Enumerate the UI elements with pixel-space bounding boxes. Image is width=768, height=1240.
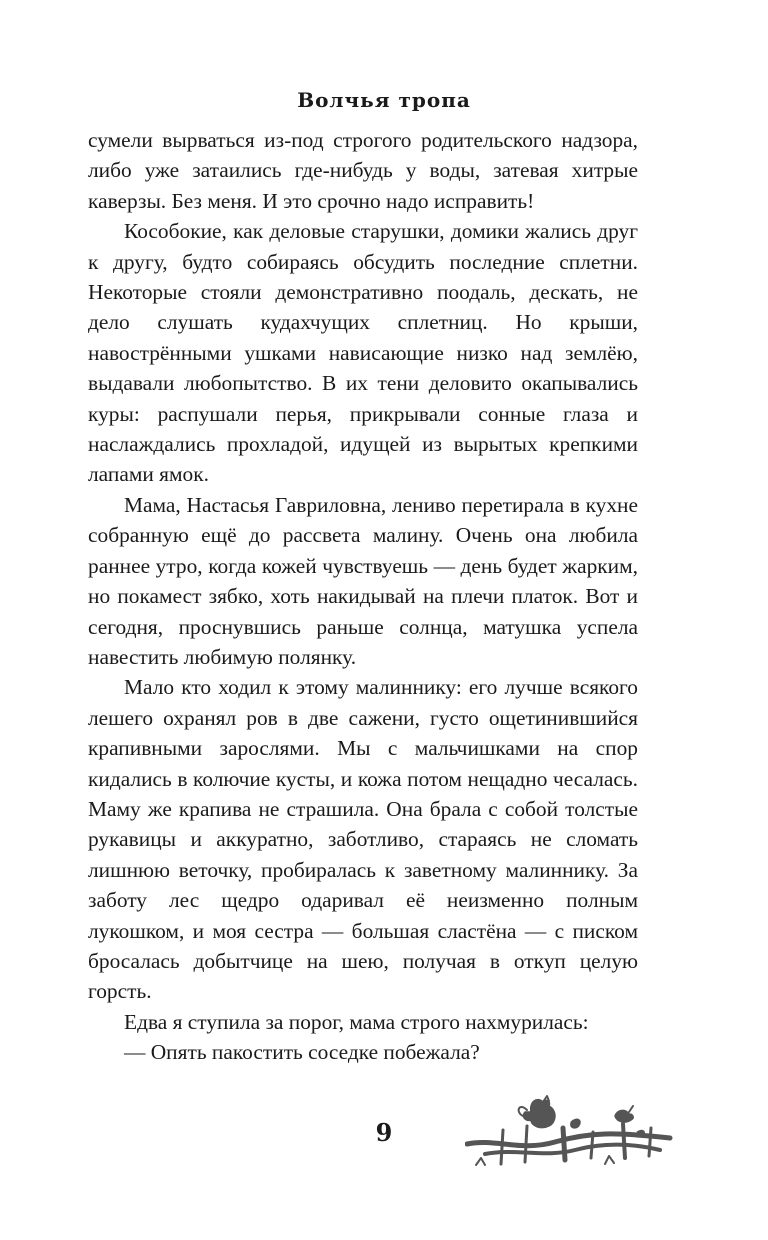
page-number: 9 bbox=[375, 1118, 393, 1147]
paragraph-1: сумели вырваться из-под строгого родительского надзора, либо уже затаились где-нибудь у воды, затевая хитрые каверзы. Без меня. И это срочно надо исправить! bbox=[88, 128, 638, 213]
running-head-title: Волчья тропа bbox=[297, 88, 471, 112]
paragraph-5: Едва я ступила за порог, мама строго нахмурилась: bbox=[124, 1009, 589, 1034]
paragraph-4: Мало кто ходил к этому малиннику: его лучше всякого лешего охранял ров в две сажени, густо ощетинившийся крапивными зарослями. Мы с мальчишками на спор кидались в колючие кусты, и кожа потом нещадно чесалась. Маму же крапива не страшила. Она брала с собой толстые рукавицы и аккуратно, заботливо, стараясь не сломать лишнюю веточку, пробиралась к заветному малиннику. За заботу лес щедро одаривал её неизменно полным лукошком, и моя сестра — большая сластёна — с писком бросалась добытчице на шею, получая в откуп целую горсть. bbox=[88, 675, 638, 1004]
paragraph-2: Кособокие, как деловые старушки, домики жались друг к другу, будто собираясь обсудить последние сплетни. Некоторые стояли демонстративно поодаль, дескать, не дело слушать кудахчущих сплетниц. Но крыши, навострёнными ушками нависающие низко над землёю, выдавали любопытство. В их тени деловито окапывались куры: распушали перья, прикрывали сонные глаза и наслаждались прохладой, идущей из вырытых крепкими лапами ямок. bbox=[88, 219, 638, 487]
paragraph-3: Мама, Настасья Гавриловна, лениво перетирала в кухне собранную ещё до рассвета малину. Очень она любила раннее утро, когда кожей чувствуешь — день будет жарким, но покамест зябко, хоть накидывай на плечи платок. Вот и сегодня, проснувшись раньше солнца, матушка успела навестить любимую полянку. bbox=[88, 492, 638, 669]
body-text bbox=[88, 125, 638, 1068]
rooster-fence-ornament-icon bbox=[465, 1092, 675, 1167]
paragraph-6-dialogue: — Опять пакостить соседке побежала? bbox=[124, 1040, 480, 1065]
